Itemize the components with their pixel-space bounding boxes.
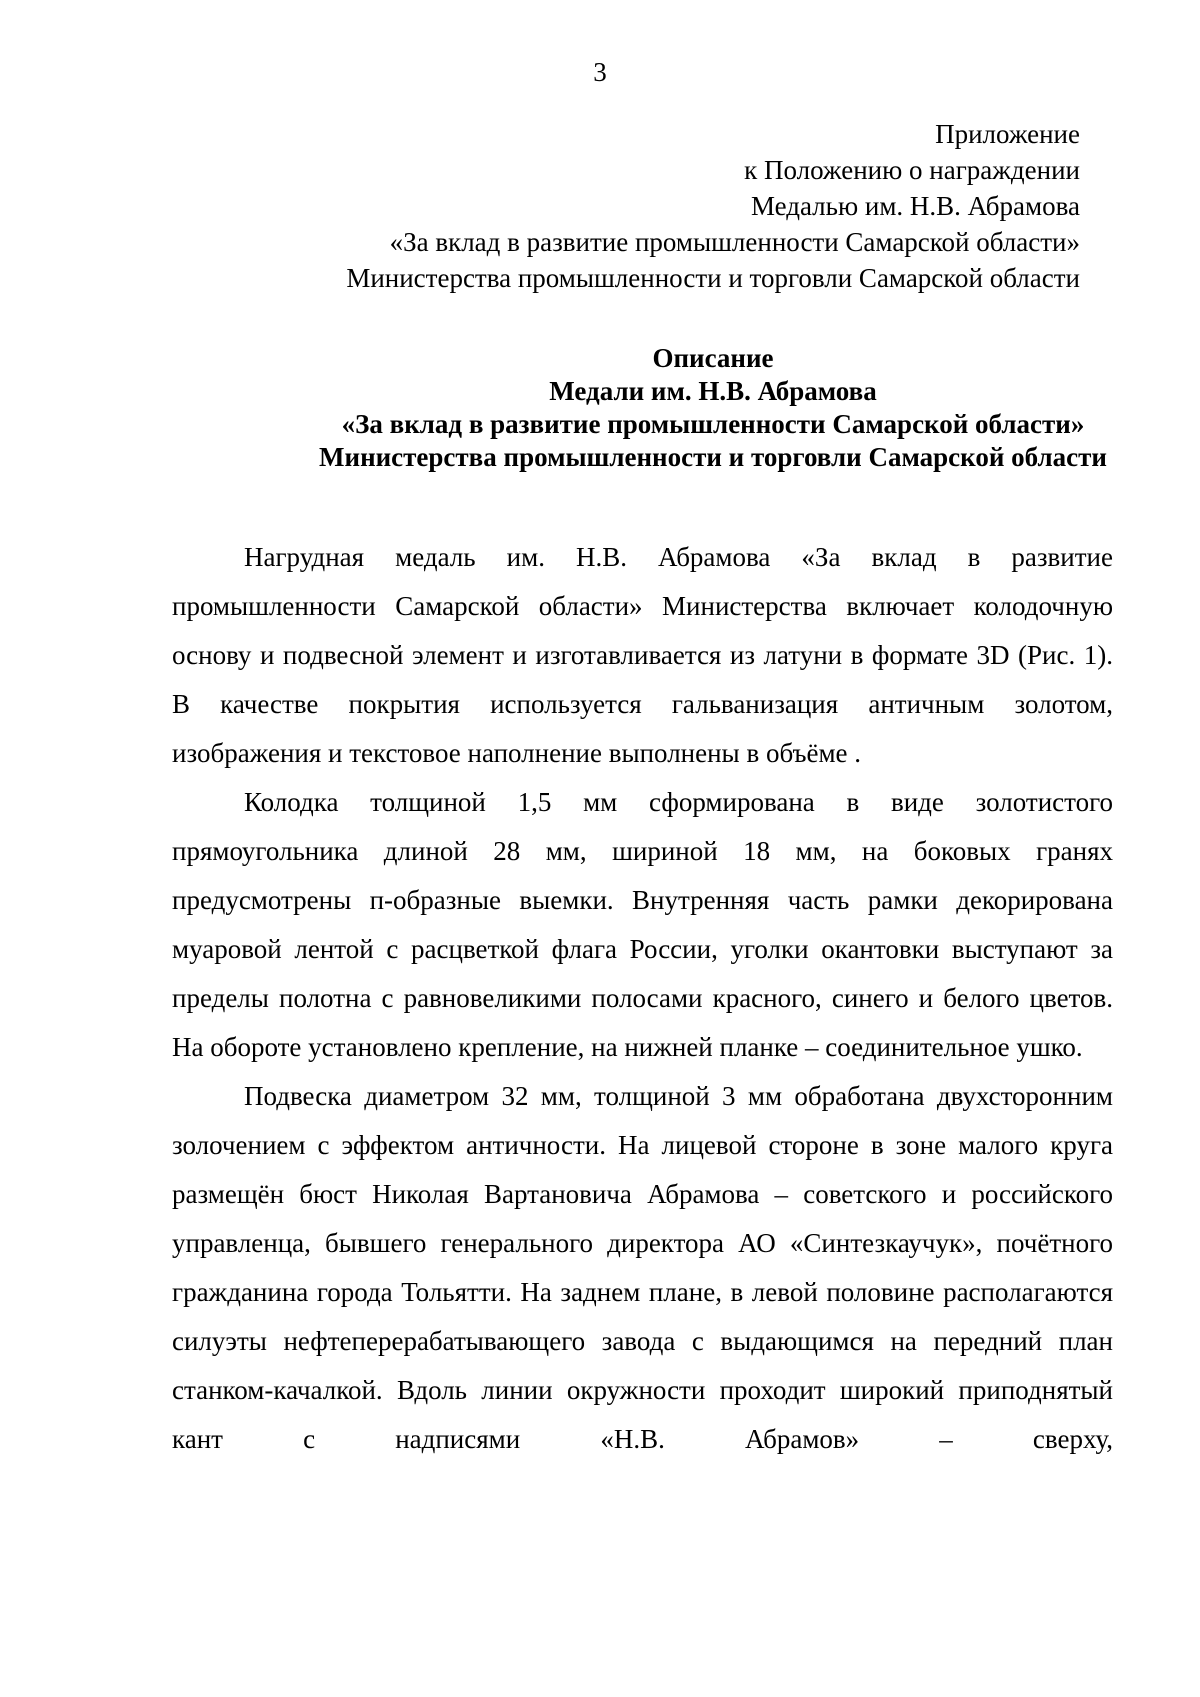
body-paragraph: Колодка толщиной 1,5 мм сформирована в виде золотистого прямоугольника длиной 28 мм, шириной 18 мм, на боковых гранях предусмотрены п-образные выемки. Внутренняя часть рамки декорирована муаровой лентой с расцветкой флага России, уголки окантовки выступают за пределы полотна с равновеликими полосами красного, синего и белого цветов. На обороте установлено крепление, на нижней планке – соединительное ушко. (172, 787, 1113, 1062)
page-number: 3 (593, 57, 607, 87)
appendix-line: Министерства промышленности и торговли Самарской области (346, 263, 1080, 293)
appendix-reference (180, 116, 1080, 296)
title-line: Министерства промышленности и торговли Самарской области (319, 442, 1107, 472)
appendix-line: «За вклад в развитие промышленности Самарской области» (389, 227, 1080, 257)
body-paragraph: Подвеска диаметром 32 мм, толщиной 3 мм обработана двухсторонним золочением с эффектом античности. На лицевой стороне в зоне малого круга размещён бюст Николая Вартановича Абрамова – советского и российского управленца, бывшего генерального директора АО «Синтезкаучук», почётного гражданина города Тольятти. На заднем плане, в левой половине располагаются силуэты нефтеперерабатывающего завода с выдающимся на передний план станком-качалкой. Вдоль линии окружности проходит широкий приподнятый кант с надписями «Н.В. Абрамов» – сверху, (172, 1081, 1113, 1454)
appendix-line: к Положению о награждении (744, 155, 1080, 185)
title-line: Описание (652, 343, 774, 373)
appendix-line: Приложение (935, 119, 1080, 149)
body-paragraph: Нагрудная медаль им. Н.В. Абрамова «За вклад в развитие промышленности Самарской области» Министерства включает колодочную основу и подвесной элемент и изготавливается из латуни в формате 3D (Рис. 1). В качестве покрытия используется гальванизация античным золотом, изображения и текстовое наполнение выполнены в объёме . (172, 542, 1113, 768)
document-body (172, 533, 1113, 1464)
title-line: Медали им. Н.В. Абрамова (549, 376, 877, 406)
document-title (238, 342, 1188, 474)
title-line: «За вклад в развитие промышленности Самарской области» (341, 409, 1085, 439)
appendix-line: Медалью им. Н.В. Абрамова (750, 191, 1080, 221)
